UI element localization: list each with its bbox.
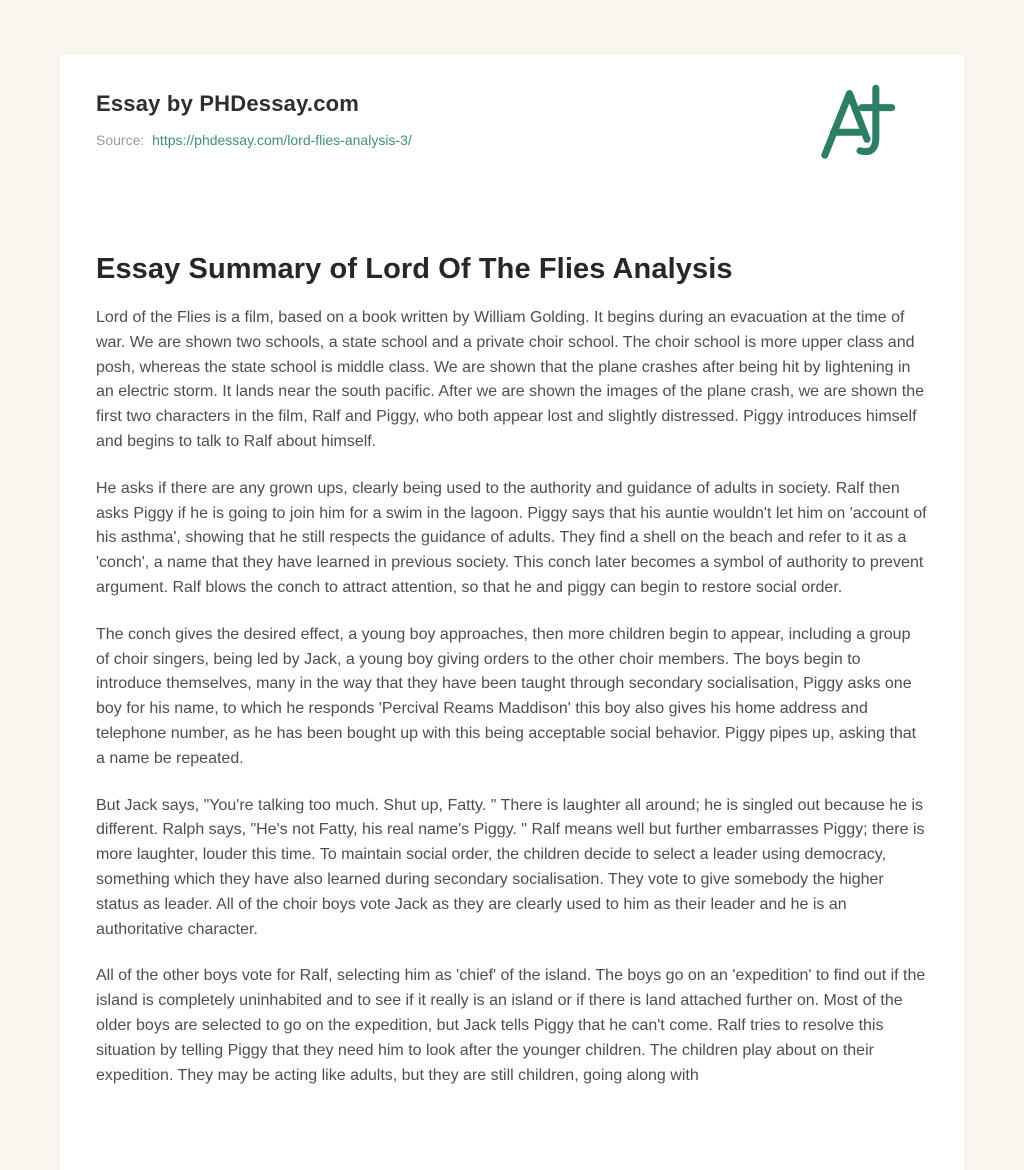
- source-link[interactable]: https://phdessay.com/lord-flies-analysis-3/: [152, 132, 412, 148]
- essay-paragraph-4: But Jack says, "You're talking too much. Shut up, Fatty. " There is laughter all around; he is singled out because he is different. Ralph says, "He's not Fatty, his real name's Piggy. " Ralf means well but further embarrasses Piggy; there is more laughter, louder this time. To maintain social order, the children decide to select a leader using democracy, something which they have also learned during secondary socialisation. They vote to give somebody the higher status as leader. All of the choir boys vote Jack as they are clearly used to him as their leader and he is an authoritative character.: [96, 796, 925, 938]
- source-line: [96, 132, 412, 148]
- header-text-block: [96, 81, 412, 148]
- phdessay-logo-icon: [816, 83, 904, 171]
- essay-paragraph-3: The conch gives the desired effect, a young boy approaches, then more children begin to appear, including a group of choir singers, being led by Jack, a young boy giving orders to the other choir members. The boys begin to introduce themselves, many in the way that they have been taught through secondary socialisation, Piggy asks one boy for his name, to which he responds 'Percival Reams Maddison' this boy also gives his home address and telephone number, as he has been bought up with this being acceptable social behavior. Piggy pipes up, asking that a name be repeated.: [96, 625, 917, 767]
- essay-paragraph-5: All of the other boys vote for Ralf, selecting him as 'chief' of the island. The boys go on an 'expedition' to find out if the island is completely uninhabited and to see if it really is an island or if there is land attached further on. Most of the older boys are selected to go on the expedition, but Jack tells Piggy that he can't come. Ralf tries to resolve this situation by telling Piggy that they need him to look after the younger children. The children play about on their expedition. They may be acting like adults, but they are still children, going along with: [96, 967, 926, 1084]
- essay-paragraph-1: Lord of the Flies is a film, based on a book written by William Golding. It begins during an evacuation at the time of war. We are shown two schools, a state school and a private choir school. The choir school is more upper class and posh, whereas the state school is middle class. We are shown that the plane crashes after being hit by lightening in an electric storm. It lands near the south pacific. After we are shown the images of the plane crash, we are shown the first two characters in the film, Ralf and Piggy, who both appear lost and slightly distressed. Piggy introduces himself and begins to talk to Ralf about himself.: [96, 309, 924, 450]
- essay-card: [60, 55, 964, 1170]
- site-heading: Essay by PHDessay.com: [96, 91, 360, 116]
- source-label: Source:: [96, 132, 145, 148]
- card-header: [96, 81, 928, 171]
- essay-title: Essay Summary of Lord Of The Flies Analysis: [96, 253, 733, 285]
- essay-paragraph-2: He asks if there are any grown ups, clearly being used to the authority and guidance of adults in society. Ralf then asks Piggy if he is going to join him for a swim in the lagoon. Piggy says that his auntie wouldn't let him on 'account of his asthma', showing that he still respects the guidance of adults. They find a shell on the beach and refer to it as a 'conch', a name that they have learned in previous society. This conch later becomes a symbol of authority to prevent argument. Ralf blows the conch to attract attention, so that he and piggy can begin to restore social order.: [96, 479, 927, 596]
- essay-body: [96, 306, 928, 1088]
